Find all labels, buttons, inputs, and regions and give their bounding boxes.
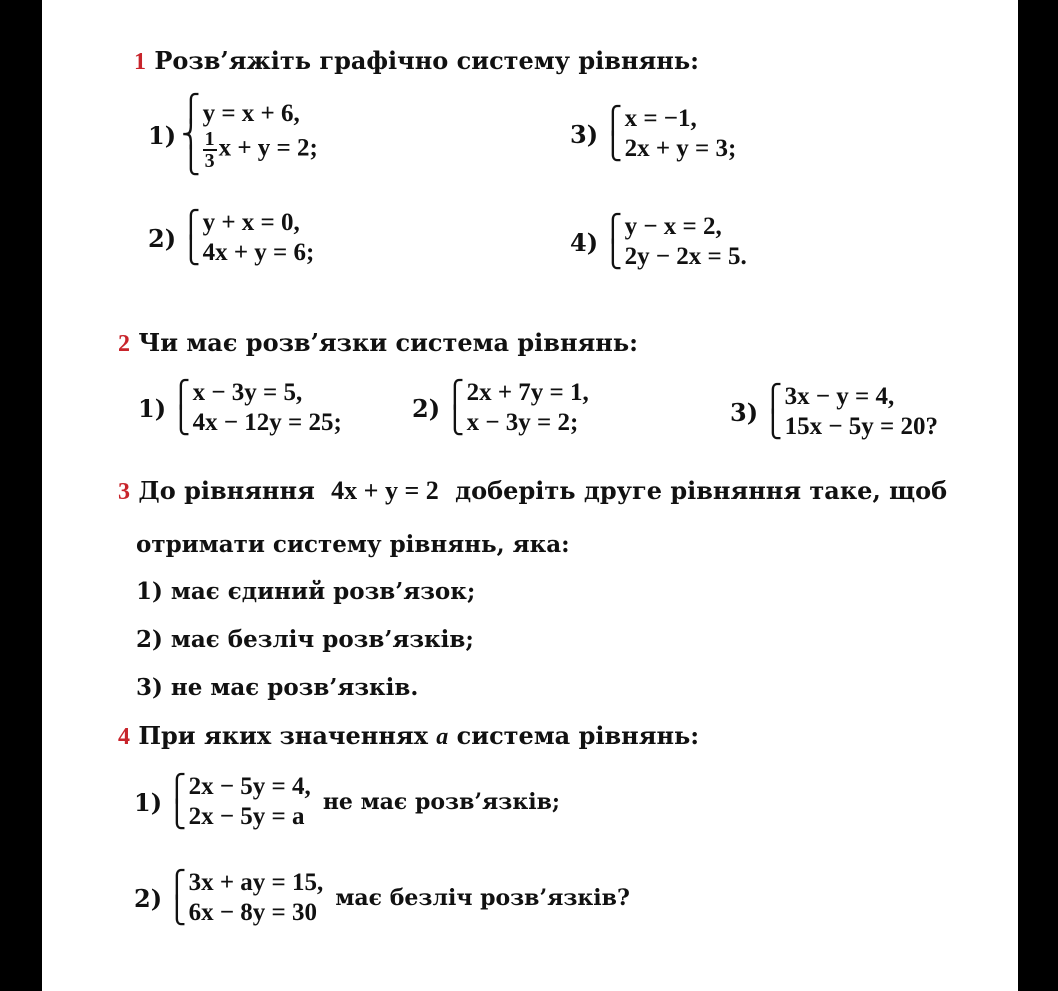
system-label: 1) — [148, 120, 177, 150]
task-1-number: 1 — [134, 49, 146, 75]
task-2-system-1 — [138, 378, 342, 438]
task-3-item-2: 2) має безліч розв’язків; — [136, 626, 474, 653]
equation-2: 2x − 5y = a — [188, 803, 305, 830]
equations — [467, 378, 589, 438]
equation-2: 2x + y = 3; — [624, 135, 737, 162]
equation-1: 2x − 5y = 4, — [188, 773, 311, 800]
task-4-text-before: При яких значеннях — [138, 721, 428, 750]
task-1-system-3 — [570, 104, 736, 164]
equation-2: 15x − 5y = 20? — [784, 413, 939, 440]
system-label: 1) — [138, 393, 167, 423]
task-3-text-before: До рівняння — [138, 476, 315, 505]
equation-1: 2x + 7y = 1, — [466, 379, 589, 406]
fraction-numerator: 1 — [204, 128, 215, 150]
brace: ⎧ ⎩ — [171, 380, 191, 436]
equation-2: 4x + y = 6; — [202, 239, 315, 266]
task-2-text: Чи має розв’язки система рівнянь: — [138, 328, 638, 357]
task-1-system-4 — [570, 212, 747, 272]
textbook-page — [42, 0, 1018, 991]
task-3-line-2: отримати систему рівнянь, яка: — [136, 531, 570, 558]
equations — [189, 868, 324, 928]
equation-2 — [203, 129, 318, 171]
brace: ⎧ ⎩ — [445, 380, 465, 436]
system-label: 3) — [730, 397, 759, 427]
equation-1: 3x − y = 4, — [784, 383, 895, 410]
equation-2: 6x − 8y = 30 — [188, 899, 318, 926]
equation-1: y + x = 0, — [202, 209, 300, 236]
task-2-number: 2 — [118, 331, 130, 357]
task-1-system-1 — [148, 96, 318, 174]
system-label: 4) — [570, 227, 599, 257]
task-3-item-3: 3) не має розв’язків. — [136, 674, 419, 701]
brace: ⎧ ⎩ — [763, 384, 783, 440]
brace: ⎧ ⎩ — [167, 774, 187, 830]
task-2-heading — [118, 328, 638, 358]
task-1-system-2 — [148, 208, 314, 268]
brace: ⎧ ⎩ — [167, 870, 187, 926]
task-3-heading — [118, 476, 947, 506]
equations — [189, 772, 311, 832]
task-3-number: 3 — [118, 479, 130, 505]
system-label: 1) — [134, 787, 163, 817]
system-label: 3) — [570, 119, 599, 149]
brace: ⎧ ⎩ — [603, 106, 623, 162]
system-label: 2) — [148, 223, 177, 253]
task-3-text-after: доберіть друге рівняння таке, щоб — [455, 476, 948, 505]
task-2-system-3 — [730, 382, 938, 442]
equations — [625, 212, 747, 272]
task-3-equation: 4x + y = 2 — [331, 476, 439, 505]
equations — [203, 99, 318, 171]
equations — [193, 378, 342, 438]
task-4-text-after: система рівнянь: — [456, 721, 700, 750]
equation-1: 3x + ay = 15, — [188, 869, 324, 896]
task-4-system-1 — [134, 772, 560, 832]
task-4-number: 4 — [118, 724, 130, 750]
equation-1: y − x = 2, — [624, 213, 722, 240]
equations — [203, 208, 315, 268]
task-1-heading — [134, 46, 699, 76]
fraction-denominator: 3 — [204, 150, 215, 172]
task-4-system-2-condition: має безліч розв’язків? — [335, 885, 630, 911]
task-4-system-1-condition: не має розв’язків; — [322, 789, 560, 815]
equations — [785, 382, 939, 442]
equation-2: x − 3y = 2; — [466, 409, 579, 436]
system-label: 2) — [134, 883, 163, 913]
equations — [625, 104, 737, 164]
equation-2: 2y − 2x = 5. — [624, 243, 747, 270]
task-4-heading — [118, 721, 699, 751]
task-2-system-2 — [412, 378, 589, 438]
equation-2-rest: x + y = 2; — [218, 134, 318, 162]
equation-1: y = x + 6, — [202, 100, 300, 127]
equation-1: x = −1, — [624, 105, 697, 132]
brace: ⎧ ⎨ ⎩ — [181, 94, 201, 176]
brace: ⎧ ⎩ — [181, 210, 201, 266]
task-3-item-1: 1) має єдиний розв’язок; — [136, 578, 476, 605]
equation-2: 4x − 12y = 25; — [192, 409, 342, 436]
fraction — [203, 129, 217, 171]
task-4-system-2 — [134, 868, 630, 928]
equation-1: x − 3y = 5, — [192, 379, 303, 406]
brace: ⎧ ⎩ — [603, 214, 623, 270]
task-4-variable: a — [436, 724, 449, 750]
system-label: 2) — [412, 393, 441, 423]
task-1-text: Розв’яжіть графічно систему рівнянь: — [154, 46, 699, 75]
